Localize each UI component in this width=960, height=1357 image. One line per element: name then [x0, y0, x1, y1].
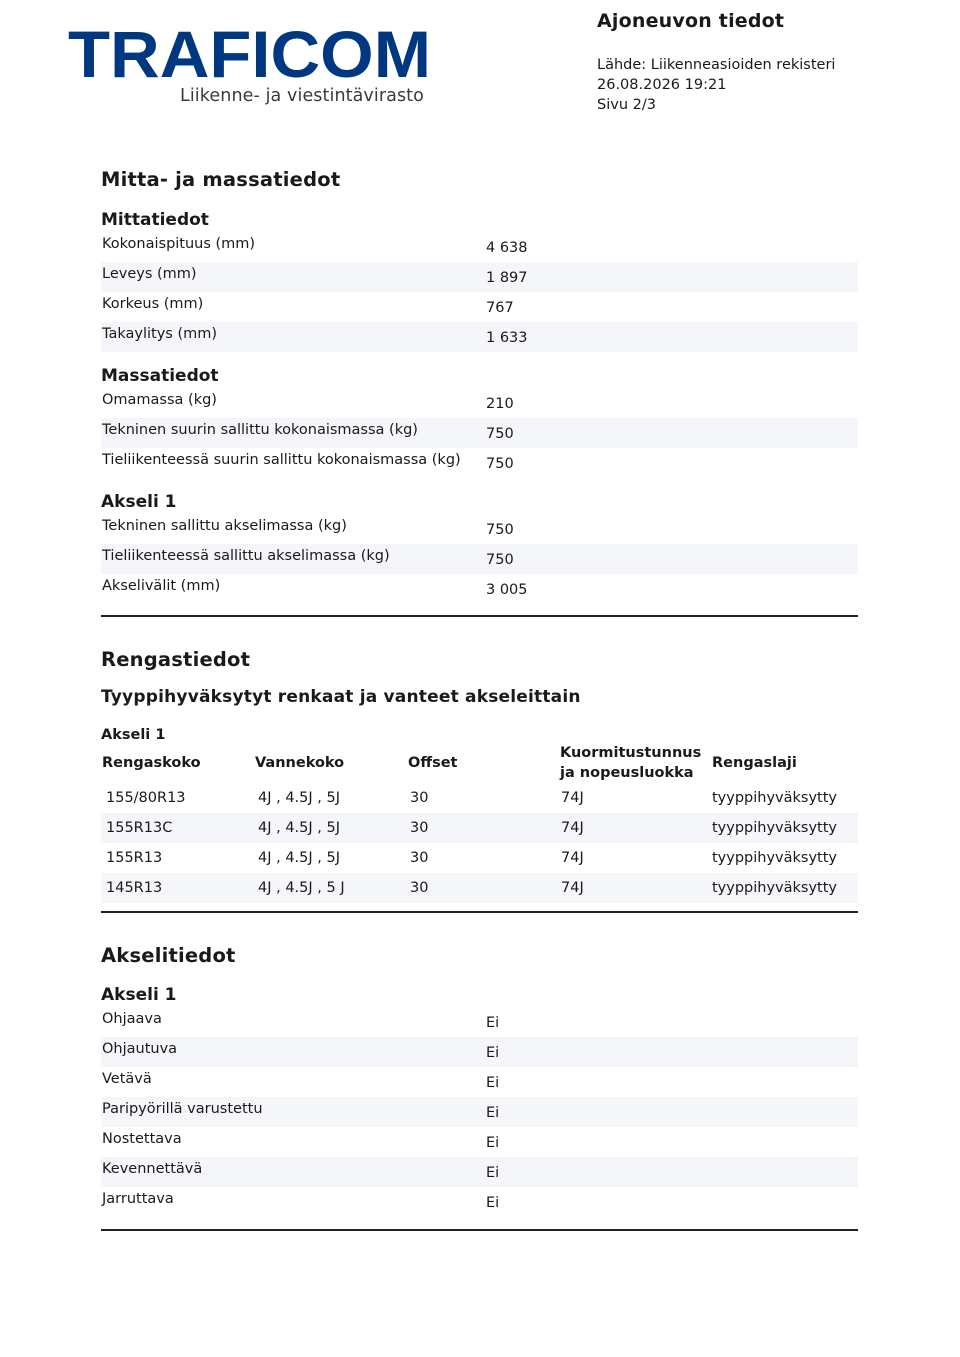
kv-label: Vetävä: [102, 1071, 152, 1087]
document-body: [101, 165, 858, 1231]
kv-value: Ei: [486, 1075, 500, 1091]
cell-load: 74J: [561, 820, 584, 836]
timestamp: 26.08.2026 19:21: [597, 77, 727, 93]
tyre-table-header: [101, 743, 858, 783]
kv-label: Kevennettävä: [102, 1161, 203, 1177]
kv-value: 3 005: [486, 582, 528, 598]
kv-row: [101, 1157, 858, 1187]
kv-value: 1 633: [486, 330, 528, 346]
col-header-size: Rengaskoko: [102, 755, 201, 771]
table-row: [101, 873, 858, 903]
document-title: Ajoneuvon tiedot: [597, 10, 785, 32]
cell-offset: 30: [410, 820, 429, 836]
kv-row: [101, 574, 858, 604]
kv-label: Ohjaava: [102, 1011, 162, 1027]
section-title-axles: Akselitiedot: [101, 944, 236, 967]
kv-value: Ei: [486, 1105, 500, 1121]
traficom-wordmark: [68, 28, 433, 84]
cell-load: 74J: [561, 790, 584, 806]
table-row: [101, 843, 858, 873]
col-header-load: [559, 743, 711, 783]
logo-text: TRAFICOM: [68, 28, 431, 84]
kv-row: [101, 448, 858, 478]
section-title-dimensions: Mitta- ja massatiedot: [101, 168, 341, 191]
kv-value: 750: [486, 456, 514, 472]
cell-offset: 30: [410, 880, 429, 896]
cell-size: 145R13: [106, 880, 163, 896]
kv-label: Tieliikenteessä sallittu akselimassa (kg): [102, 548, 390, 564]
kv-row: [101, 262, 858, 292]
table-row: [101, 783, 858, 813]
kv-row: [101, 292, 858, 322]
kv-row: [101, 322, 858, 352]
cell-load: 74J: [561, 850, 584, 866]
kv-label: Korkeus (mm): [102, 296, 204, 312]
subsection-title-axle: Akseli 1: [101, 492, 177, 512]
kv-value: Ei: [486, 1045, 500, 1061]
page-number: Sivu 2/3: [597, 97, 656, 113]
col-header-type: Rengaslaji: [712, 755, 797, 771]
cell-rim: 4J , 4.5J , 5J: [258, 850, 340, 866]
kv-value: 767: [486, 300, 514, 316]
kv-value: 1 897: [486, 270, 528, 286]
cell-offset: 30: [410, 790, 429, 806]
kv-value: 750: [486, 522, 514, 538]
kv-row: [101, 232, 858, 262]
kv-row: [101, 544, 858, 574]
kv-value: Ei: [486, 1165, 500, 1181]
source-line: Lähde: Liikenneasioiden rekisteri: [597, 57, 836, 73]
cell-rim: 4J , 4.5J , 5 J: [258, 880, 345, 896]
col-header-load-line1: Kuormitustunnus: [560, 745, 702, 761]
kv-row: [101, 514, 858, 544]
traficom-logo: [68, 28, 433, 106]
kv-row: [101, 1037, 858, 1067]
kv-label: Jarruttava: [102, 1191, 174, 1207]
kv-label: Akselivälit (mm): [102, 578, 221, 594]
section-divider: [101, 1229, 858, 1231]
kv-label: Nostettava: [102, 1131, 182, 1147]
kv-row: [101, 1097, 858, 1127]
section-title-tyres: Rengastiedot: [101, 648, 251, 671]
kv-label: Omamassa (kg): [102, 392, 217, 408]
col-header-load-line2: ja nopeusluokka: [560, 765, 694, 781]
kv-label: Paripyörillä varustettu: [102, 1101, 263, 1117]
document-meta: [597, 10, 835, 115]
kv-value: Ei: [486, 1015, 500, 1031]
subsection-title-axle-1: Akseli 1: [101, 985, 177, 1005]
cell-rim: 4J , 4.5J , 5J: [258, 790, 340, 806]
col-header-offset: Offset: [408, 755, 458, 771]
kv-label: Kokonaispituus (mm): [102, 236, 256, 252]
subsection-title-measurements: Mittatiedot: [101, 210, 209, 230]
cell-type: tyyppihyväksytty: [712, 790, 838, 806]
kv-label: Tekninen sallittu akselimassa (kg): [102, 518, 347, 534]
kv-label: Tieliikenteessä suurin sallittu kokonaismassa (kg): [102, 452, 461, 468]
cell-size: 155R13C: [106, 820, 173, 836]
cell-size: 155R13: [106, 850, 163, 866]
logo-subtitle: Liikenne- ja viestintävirasto: [180, 86, 424, 106]
kv-value: Ei: [486, 1195, 500, 1211]
kv-row: [101, 418, 858, 448]
kv-value: 750: [486, 426, 514, 442]
kv-value: 210: [486, 396, 514, 412]
kv-row: [101, 1127, 858, 1157]
kv-value: Ei: [486, 1135, 500, 1151]
kv-value: 4 638: [486, 240, 528, 256]
kv-label: Leveys (mm): [102, 266, 197, 282]
tyres-subtitle: Tyyppihyväksytyt renkaat ja vanteet akseleittain: [101, 687, 581, 707]
kv-label: Tekninen suurin sallittu kokonaismassa (kg): [102, 422, 418, 438]
kv-row: [101, 1067, 858, 1097]
kv-value: 750: [486, 552, 514, 568]
cell-type: tyyppihyväksytty: [712, 880, 838, 896]
cell-rim: 4J , 4.5J , 5J: [258, 820, 340, 836]
subsection-title-mass: Massatiedot: [101, 366, 219, 386]
table-row: [101, 813, 858, 843]
kv-row: [101, 388, 858, 418]
cell-size: 155/80R13: [106, 790, 186, 806]
cell-type: tyyppihyväksytty: [712, 850, 838, 866]
kv-row: [101, 1187, 858, 1217]
kv-label: Takaylitys (mm): [102, 326, 218, 342]
cell-load: 74J: [561, 880, 584, 896]
kv-row: [101, 1007, 858, 1037]
cell-offset: 30: [410, 850, 429, 866]
col-header-rim: Vannekoko: [255, 755, 345, 771]
kv-label: Ohjautuva: [102, 1041, 178, 1057]
cell-type: tyyppihyväksytty: [712, 820, 838, 836]
tyres-axle-label: Akseli 1: [101, 727, 166, 743]
